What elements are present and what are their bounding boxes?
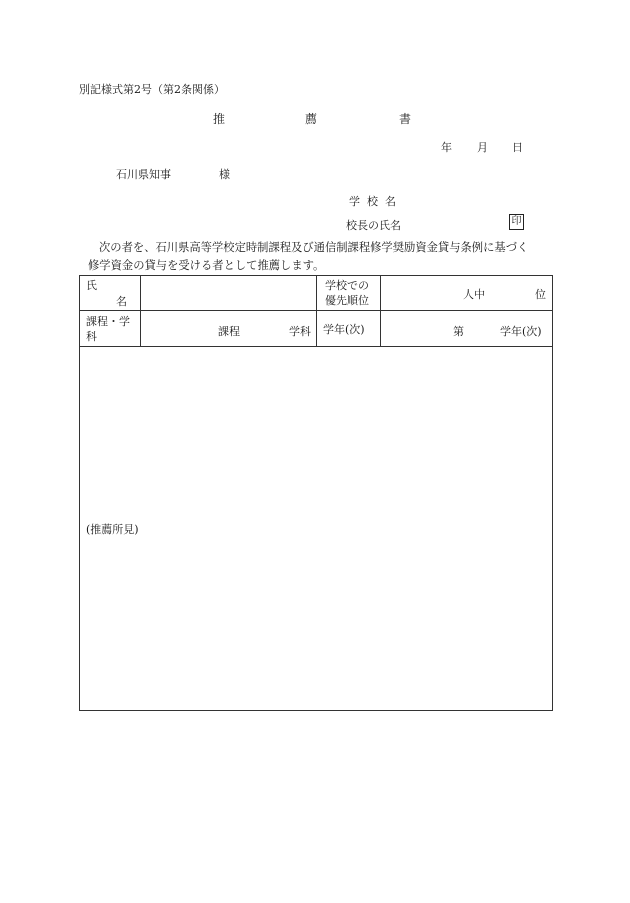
addressee-honorific: 様: [219, 168, 230, 181]
course-text-2: 学科: [289, 325, 311, 338]
date-line: [441, 139, 521, 153]
course-label-1: 課程・学: [86, 314, 130, 328]
date-month: 月: [477, 141, 488, 154]
opinion-field[interactable]: [80, 347, 553, 711]
addressee: [116, 166, 236, 180]
date-year: 年: [441, 141, 452, 154]
rank-text-2: 位: [535, 288, 546, 301]
recommendation-paragraph: [79, 239, 554, 275]
addressee-name: 石川県知事: [116, 168, 171, 181]
grade-text-1: 第: [453, 325, 464, 338]
principal-name-label: 校長の氏名: [346, 219, 401, 232]
priority-label-1: 学校での: [325, 279, 369, 292]
name-label-2: 名: [116, 295, 127, 308]
priority-label-cell: [317, 276, 381, 311]
name-label-1: 氏: [86, 279, 97, 292]
course-field[interactable]: [141, 311, 317, 347]
rank-text-1: 人中: [463, 288, 485, 301]
table-row-opinion: [80, 347, 553, 711]
name-label-cell: [80, 276, 141, 311]
paragraph-line-2: 修学資金の貸与を受ける者として推薦します。: [88, 259, 325, 272]
form-code: 別記様式第2号（第2条関係）: [79, 83, 225, 96]
name-field[interactable]: [141, 276, 317, 311]
grade-field[interactable]: [381, 311, 553, 347]
title-char-2: 薦: [305, 112, 318, 126]
recommendation-table: [79, 275, 553, 711]
seal-mark: 印: [509, 214, 524, 230]
priority-label-2: 優先順位: [325, 294, 369, 307]
date-day: 日: [512, 141, 523, 154]
opinion-label: (推薦所見): [86, 522, 139, 536]
grade-text-2: 学年(次): [500, 325, 542, 338]
title-char-3: 書: [399, 112, 412, 126]
table-row-name: [80, 276, 553, 311]
course-text-1: 課程: [218, 325, 240, 338]
table-row-course: [80, 311, 553, 347]
school-name-label: 学校名: [349, 195, 403, 208]
priority-field[interactable]: [381, 276, 553, 311]
grade-label-cell: 学年(次): [317, 311, 381, 347]
paragraph-line-1: 次の者を、石川県高等学校定時制課程及び通信制課程修学奨励資金貸与条例に基づく: [99, 241, 529, 254]
course-label-2: 科: [86, 329, 97, 343]
course-label-cell: [80, 311, 141, 347]
document-title: [213, 110, 413, 124]
title-char-1: 推: [213, 112, 226, 126]
